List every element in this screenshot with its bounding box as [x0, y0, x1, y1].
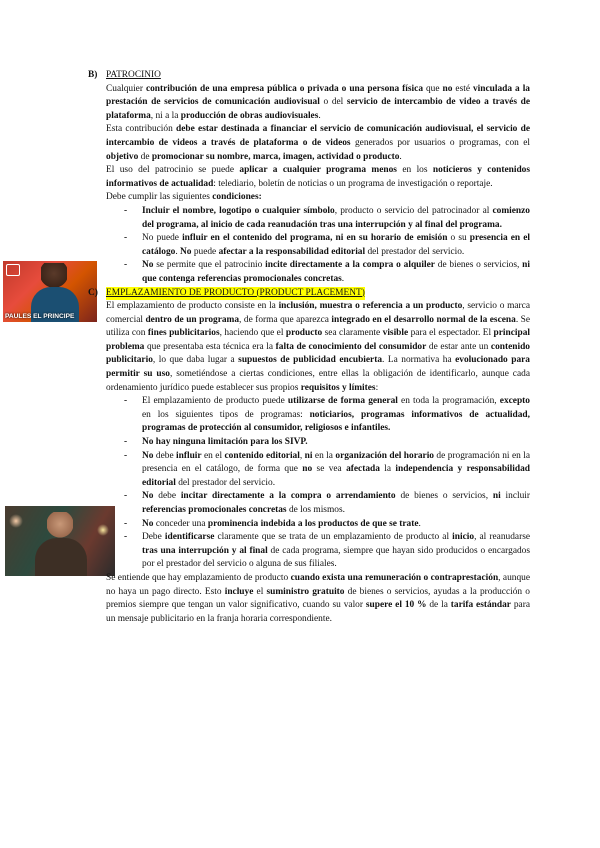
thumbnail-caption: PAULES EL PRINCIPE: [5, 313, 75, 320]
sponsorship-tv-thumbnail: [3, 261, 97, 322]
paragraph: Debe cumplir las siguientes condiciones:: [106, 192, 262, 203]
section-letter: C): [88, 287, 98, 298]
list-item: - Incluir el nombre, logotipo o cualquier símbolo, producto o servicio del patrocinador al comienzo del programa, al inicio de cada reanudación tras una interrupción y al final del programa.: [142, 205, 530, 232]
list-item: - El emplazamiento de producto puede utilizarse de forma general en toda la programación, excepto en los siguientes tipos de programas: noticiarios, programas informativos de actualidad, programas de protección al consumidor, religiosos e infantiles.: [142, 395, 530, 436]
paragraph: Se entiende que hay emplazamiento de producto cuando exista una remuneración o contraprestación, aunque no haya un pago directo. Esto incluye el suministro gratuito de bienes o servicios, ayudas a la producción o premios siempre que tengan un valor significativo, cuando su valor supere el 10 % de la tarifa estándar para un mensaje publicitario en la franja horaria correspondiente.: [106, 572, 530, 624]
channel-logo-icon: [6, 264, 20, 276]
section-b-heading: [88, 69, 530, 83]
conditions-list: [106, 205, 530, 287]
section-letter: B): [88, 70, 98, 80]
paragraph: Cualquier contribución de una empresa pública o privada o una persona física que no esté vinculada a la prestación de servicios de comunicación audiovisual o del servicio de intercambio de video a través de plataforma, ni a la producción de obras audiovisuales.: [106, 83, 530, 121]
document-content: [88, 69, 531, 626]
section-title: EMPLAZAMIENTO DE PRODUCTO (PRODUCT PLACEMENT): [106, 287, 365, 301]
paragraph: El emplazamiento de producto consiste en la inclusión, muestra o referencia a un producto, servicio o marca comercial dentro de un programa, de forma que aparezca integrado en el desarrollo normal de la escena. Se utiliza con fines publicitarios, haciendo que el producto sea claramente visible para el espectador. El principal problema que presentaba esta técnica era la falta de conocimiento del consumidor de estar ante un contenido publicitario, lo que daba lugar a supuestos de publicidad encubierta. La normativa ha evolucionado para permitir su uso, sometiéndose a ciertas condiciones, entre ellas la obligación de identificarlo, aunque cada ordenamiento jurídico puede establecer sus propios requisitos y límites:: [106, 301, 531, 393]
paragraph: El uso del patrocinio se puede aplicar a cualquier programa menos en los noticieros y contenidos informativos de actualidad: telediario, boletín de noticias o un programa de investigación o reportaje.: [106, 165, 530, 189]
list-item: - Debe identificarse claramente que se trata de un emplazamiento de producto al inicio, al reanudarse tras una interrupción y al final de cada programa, siempre que hayan sido producidos o encargados por el prestador del servicio o alguna de sus filiales.: [142, 531, 530, 572]
list-item: - No conceder una prominencia indebida a los productos de que se trate.: [142, 518, 530, 532]
list-item: - No puede influir en el contenido del programa, ni en su horario de emisión o su presencia en el catálogo. No puede afectar a la responsabilidad editorial del prestador del servicio.: [142, 232, 530, 259]
list-item: - No debe incitar directamente a la compra o arrendamiento de bienes o servicios, ni incluir referencias promocionales concretas de los mismos.: [142, 490, 530, 517]
section-title: PATROCINIO: [106, 70, 161, 80]
background-light: [9, 514, 23, 528]
list-item: - No hay ninguna limitación para los SIVP.: [142, 436, 530, 450]
requirements-list: [106, 395, 530, 572]
paragraph: Esta contribución debe estar destinada a financiar el servicio de comunicación audiovisual, el servicio de intercambio de videos a través de plataforma o de videos generados por usuarios o programas, con el objetivo de promocionar su nombre, marca, imagen, actividad o producto.: [106, 124, 530, 162]
actor-torso: [35, 538, 87, 576]
product-placement-tv-thumbnail: [5, 506, 115, 576]
list-item: - No se permite que el patrocinio incite directamente a la compra o alquiler de bienes o servicios, ni que contenga referencias promocionales concretas.: [142, 259, 530, 286]
list-item: - No debe influir en el contenido editorial, ni en la organización del horario de programación ni en la presencia en el catálogo, de forma que no se vea afectada la independencia y responsabilidad editorial del prestador del servicio.: [142, 450, 530, 491]
section-c-heading: [88, 287, 530, 301]
